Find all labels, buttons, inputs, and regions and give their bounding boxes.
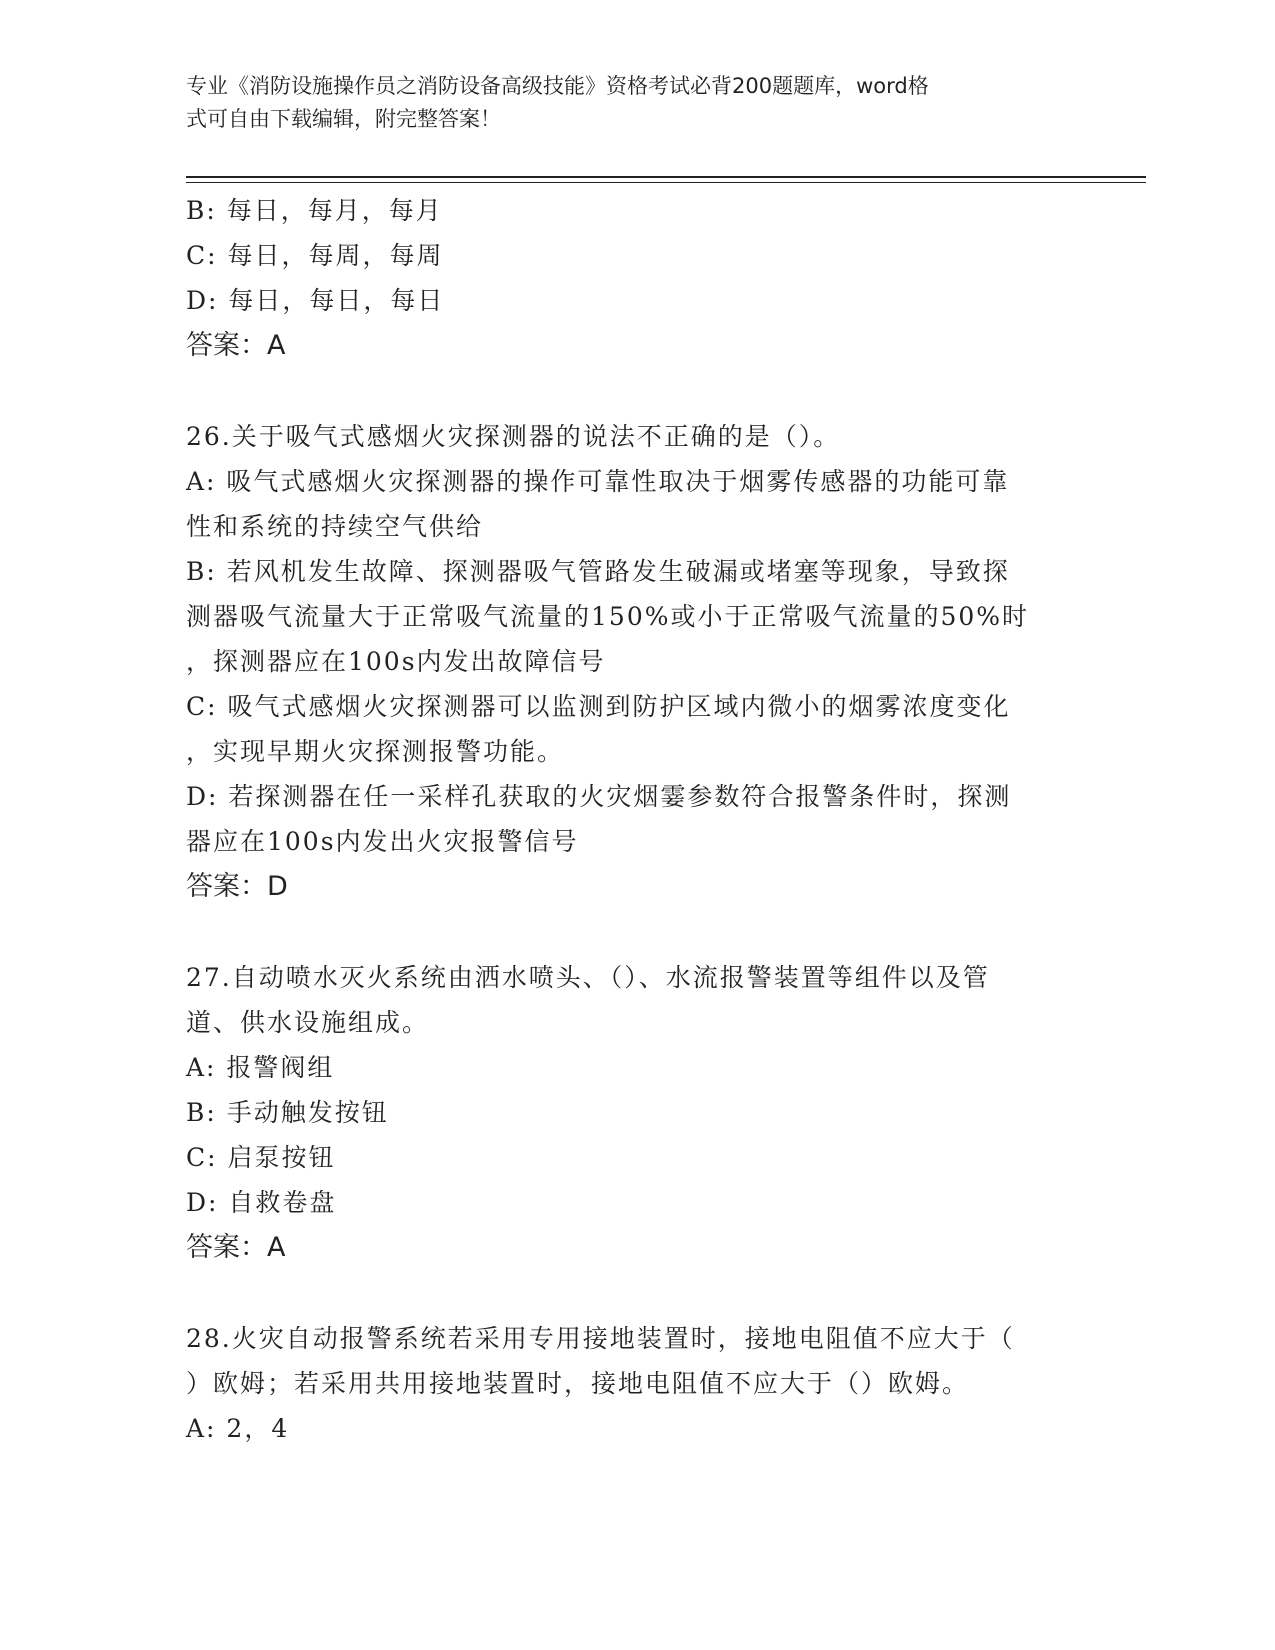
option-c: C: 吸气式感烟火灾探测器可以监测到防护区域内微小的烟雾浓度变化 xyxy=(186,692,1011,721)
question-list xyxy=(186,188,1066,1451)
header-line-2: 式可自由下载编辑，附完整答案！ xyxy=(186,107,501,131)
question-stem: 26.关于吸气式感烟火灾探测器的说法不正确的是（）。 xyxy=(186,422,841,451)
option-c: C: 启泵按钮 xyxy=(186,1143,336,1172)
option-c: C: 每日，每周，每周 xyxy=(186,241,444,270)
header-line-1: 专业《消防设施操作员之消防设备高级技能》资格考试必背200题题库，word格 xyxy=(186,74,929,98)
question-stem: 27.自动喷水灭火系统由洒水喷头、（）、水流报警装置等组件以及管 xyxy=(186,963,990,992)
option-a: A: 报警阀组 xyxy=(186,1053,335,1082)
option-b-cont: ，探测器应在100s内发出故障信号 xyxy=(186,647,606,676)
option-a: A: 2，4 xyxy=(186,1414,290,1443)
answer: 答案：A xyxy=(186,1232,286,1263)
option-d: D: 每日，每日，每日 xyxy=(186,286,445,315)
option-a-cont: 性和系统的持续空气供给 xyxy=(186,512,484,541)
answer: 答案：A xyxy=(186,330,286,361)
answer: 答案：D xyxy=(186,871,288,902)
document-header xyxy=(186,70,1066,136)
option-c-cont: ，实现早期火灾探测报警功能。 xyxy=(186,737,565,766)
header-divider-thick xyxy=(186,176,1146,178)
header-divider-thin xyxy=(186,182,1146,183)
option-d: D: 若探测器在任一采样孔获取的火灾烟霎参数符合报警条件时，探测 xyxy=(186,782,1012,811)
question-stem-cont: ）欧姆；若采用共用接地装置时，接地电阻值不应大于（）欧姆。 xyxy=(186,1369,970,1398)
option-b: B: 手动触发按钮 xyxy=(186,1098,389,1127)
question-27 xyxy=(186,955,1066,1270)
option-b: B: 若风机发生故障、探测器吸气管路发生破漏或堵塞等现象，导致探 xyxy=(186,557,1010,586)
option-b: B: 每日，每月，每月 xyxy=(186,196,443,225)
question-stem: 28.火灾自动报警系统若采用专用接地装置时，接地电阻值不应大于（ xyxy=(186,1324,1015,1353)
question-28 xyxy=(186,1316,1066,1451)
question-26 xyxy=(186,414,1066,909)
option-d: D: 自救卷盘 xyxy=(186,1188,337,1217)
option-b-cont: 测器吸气流量大于正常吸气流量的150%或小于正常吸气流量的50%时 xyxy=(186,602,1030,631)
option-a: A: 吸气式感烟火灾探测器的操作可靠性取决于烟雾传感器的功能可靠 xyxy=(186,467,1010,496)
option-d-cont: 器应在100s内发出火灾报警信号 xyxy=(186,827,579,856)
question-stem-cont: 道、供水设施组成。 xyxy=(186,1008,430,1037)
question-25 xyxy=(186,188,1066,368)
